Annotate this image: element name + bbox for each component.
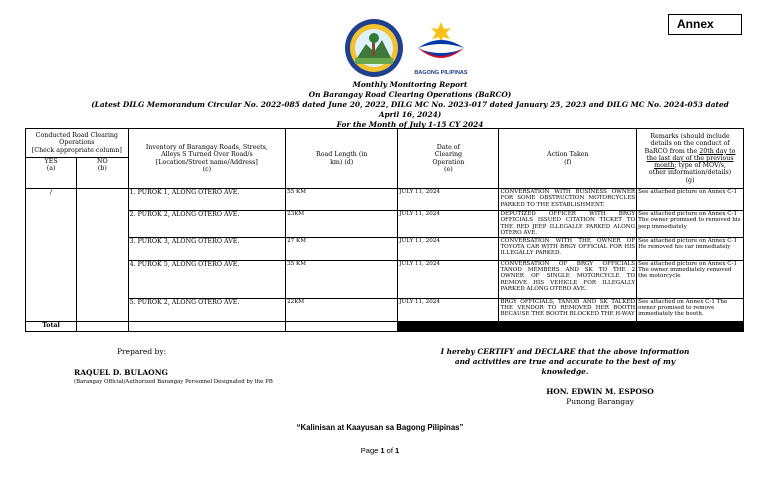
table-row — [26, 237, 744, 260]
row-remarks: See attached on Annex C-1 The owner promised to remove immediately the booth. — [637, 298, 744, 321]
total-length — [286, 321, 398, 331]
no-mark — [77, 189, 128, 322]
row-length: 35 KM — [286, 260, 398, 298]
signatory-name: HON. EDWIN M. ESPOSO — [546, 387, 654, 396]
signatory-title: Punong Barangay — [566, 397, 634, 406]
row-remarks: See attached picture on Annex C-1 He removed his car immediately — [637, 237, 744, 260]
total-no — [77, 321, 128, 331]
row-length: 27 KM — [286, 237, 398, 260]
total-location — [128, 321, 285, 331]
row-location: 5. PUROK 2, ALONG OTERO AVE. — [128, 298, 285, 321]
row-action: CONVERSATION WITH BUSINESS OWNER FOR SOME OBSTRUCTION MOTORCYCLES PARKED TO THE ESTABLISHMENT. — [499, 189, 637, 211]
motto: “Kalinisan at Kaayusan sa Bagong Pilipinas” — [296, 423, 464, 432]
prepared-by-label: Prepared by: — [117, 347, 167, 356]
total-row — [26, 321, 744, 331]
row-date: JULY 11, 2024 — [398, 298, 499, 321]
preparer-designation: (Barangay Official/Authorized Barangay Personnel Designated by the PB — [74, 379, 273, 385]
report-title: Monthly Monitoring Report — [352, 80, 468, 89]
total-blacked-out — [398, 321, 499, 331]
report-reference: (Latest DILG Memorandum Circular No. 2022-085 dated June 20, 2022, DILG MC No. 2023-017 dated January 25, 2023 and DILG MC No. 2024-053 dated April 16, 2024) — [91, 100, 729, 119]
header-logos — [344, 18, 474, 82]
row-length: 22KM — [286, 298, 398, 321]
preparer-name: RAQUEL D. BULAONG — [74, 368, 168, 377]
report-subtitle: On Barangay Road Clearing Operations (BaRCO) — [308, 90, 512, 99]
row-remarks: See attached picture on Annex C-1 The owner immediately removed the motorcycle — [637, 260, 744, 298]
report-period: For the Month of July 1-15 CY 2024 — [336, 120, 484, 129]
row-action: CONVERSATION OF BRGY OFFICIALS TANOD MEMBERS AND SK TO THE 2 OWNER OF SINGLE MOTORCYCLE TO REMOVE HIS VEHICLE FOR ILLEGALLY PARKED ALONG OTERO AVE. — [499, 260, 637, 298]
total-blacked-out — [637, 321, 744, 331]
punong-barangay-signatory — [540, 387, 660, 407]
yes-mark: / — [26, 189, 77, 322]
row-location: 1. PUROK 1, ALONG OTERO AVE. — [128, 189, 285, 211]
bagong-pilipinas-text: BAGONG PILIPINAS — [414, 70, 468, 76]
certification-statement: I hereby CERTIFY and DECLARE that the above information and activities are true and accurate to the best of my knowledge. — [440, 347, 690, 376]
row-action: BRGY OFFICIALS, TANOD AND SK TALKED THE VENDOR TO REMOVED HER BOOTH BECAUSE THE BOOTH BLOCKED THE H-WAY — [499, 298, 637, 321]
table-row — [26, 211, 744, 238]
clearing-operations-table — [25, 128, 744, 332]
row-location: 4. PUROK 5, ALONG OTERO AVE. — [128, 260, 285, 298]
row-length: 23KM — [286, 211, 398, 238]
total-label: Total — [26, 321, 77, 331]
table-row — [26, 189, 744, 211]
table-header-row — [26, 129, 744, 158]
bagong-pilipinas-logo — [410, 18, 472, 74]
date-header: Date of Clearing Operation (e) — [398, 129, 499, 189]
yes-header: YES (a) — [26, 158, 77, 189]
row-remarks: See attached picture on Annex C-1 The owner promised to removed his jeep immediately — [637, 211, 744, 238]
conducted-header: Conducted Road Clearing Operations [Check appropriate column] — [26, 129, 129, 158]
row-date: JULY 11, 2024 — [398, 237, 499, 260]
row-location: 2. PUROK 2, ALONG OTERO AVE. — [128, 211, 285, 238]
barangay-seal-logo — [344, 18, 404, 78]
row-date: JULY 11, 2024 — [398, 189, 499, 211]
row-length: 55 KM — [286, 189, 398, 211]
row-remarks: See attached picture on Annex C-1 — [637, 189, 744, 211]
row-action: DEPUTIZED OFFICER WITH BRGY OFFICIALS ISSUED CITATION TICKET TO THE RED JEEP ILLEGALLY PARKED ALONG OTERO AVE. — [500, 211, 636, 237]
remarks-header: Remarks (should include details on the conduct of BaRCO from the 20th day to the last day of the previous month; type of MOV/s, other information/details) (g) — [637, 129, 744, 189]
row-action: CONVERSATION WITH THE OWNER OF TOYOTA CAR WITH BRGY OFFICIAL FOR HIS ILLEGALLY PARKED. — [499, 237, 637, 260]
row-date: JULY 11, 2024 — [398, 211, 499, 238]
no-header: NO (b) — [77, 158, 128, 189]
action-header: Action Taken (f) — [499, 129, 637, 189]
report-header — [90, 80, 730, 130]
row-location: 3. PUROK 3, ALONG OTERO AVE. — [128, 237, 285, 260]
annex-label: Annex — [668, 14, 742, 35]
page-number: Page 1 of 1 — [360, 446, 400, 455]
row-date: JULY 11, 2024 — [398, 260, 499, 298]
table-row — [26, 260, 744, 298]
inventory-header: Inventory of Barangay Roads, Streets, Alleys S Turned Over Road/s [Location/Street name/Address] (c) — [128, 129, 285, 189]
total-blacked-out — [499, 321, 637, 331]
table-row — [26, 298, 744, 321]
road-length-header: Road Length (in km) (d) — [286, 129, 398, 189]
